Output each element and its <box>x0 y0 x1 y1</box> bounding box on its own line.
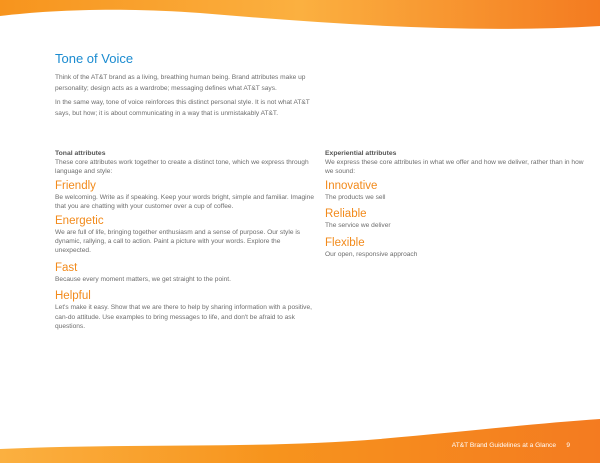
footer-label: AT&T Brand Guidelines at a Glance <box>451 442 556 449</box>
page-number: 9 <box>566 442 570 449</box>
trait-energetic <box>55 215 315 256</box>
trait-name: Energetic <box>55 214 104 227</box>
page-title: Tone of Voice <box>55 51 134 66</box>
tonal-attributes-column <box>55 149 315 331</box>
intro-paragraph-1: Think of the AT&T brand as a living, breathing human being. Brand attributes make up personality; design acts as a wardrobe; messaging defines what AT&T says. <box>55 74 306 92</box>
top-orange-band <box>0 0 600 36</box>
trait-friendly <box>55 180 315 212</box>
trait-description: Our open, responsive approach <box>325 250 418 258</box>
trait-name: Fast <box>55 261 78 274</box>
trait-flexible <box>325 237 585 259</box>
intro-paragraph-2: In the same way, tone of voice reinforces this distinct personal style. It is not what AT&T says, but how; it is about communicating in a way that is unmistakably AT&T. <box>55 99 310 117</box>
trait-helpful <box>55 290 315 331</box>
bottom-orange-band <box>0 415 600 463</box>
experiential-attributes-description: We express these core attributes in what we offer and how we deliver, rather than in how we sound: <box>325 159 584 176</box>
trait-description: We are full of life, bringing together enthusiasm and a sense of purpose. Our style is dynamic, rallying, a call to action. Paint a picture with your words. Explore the unexpected. <box>55 228 301 255</box>
tonal-attributes-description: These core attributes work together to create a distinct tone, which we express through language and style: <box>55 159 309 176</box>
trait-name: Reliable <box>325 208 367 221</box>
trait-description: The products we sell <box>325 193 386 201</box>
trait-description: Be welcoming. Write as if speaking. Keep your words bright, simple and familiar. Imagine that you are chatting with your customer over a cup of coffee. <box>55 193 314 211</box>
trait-description: Because every moment matters, we get straight to the point. <box>55 275 231 283</box>
experiential-attributes-heading: Experiential attributes <box>325 150 397 157</box>
trait-name: Innovative <box>325 179 378 192</box>
trait-name: Friendly <box>55 179 96 192</box>
tonal-attributes-heading: Tonal attributes <box>55 150 106 157</box>
trait-reliable <box>325 208 585 230</box>
experiential-attributes-column <box>325 149 585 259</box>
trait-description: The service we deliver <box>325 222 391 230</box>
trait-innovative <box>325 180 585 202</box>
trait-name: Flexible <box>325 236 365 249</box>
trait-name: Helpful <box>55 290 91 303</box>
trait-description: Let's make it easy. Show that we are there to help by sharing information with a positive, can-do attitude. Use examples to bring messages to life, and don't be afraid to ask questions. <box>55 304 312 331</box>
trait-fast <box>55 262 315 284</box>
